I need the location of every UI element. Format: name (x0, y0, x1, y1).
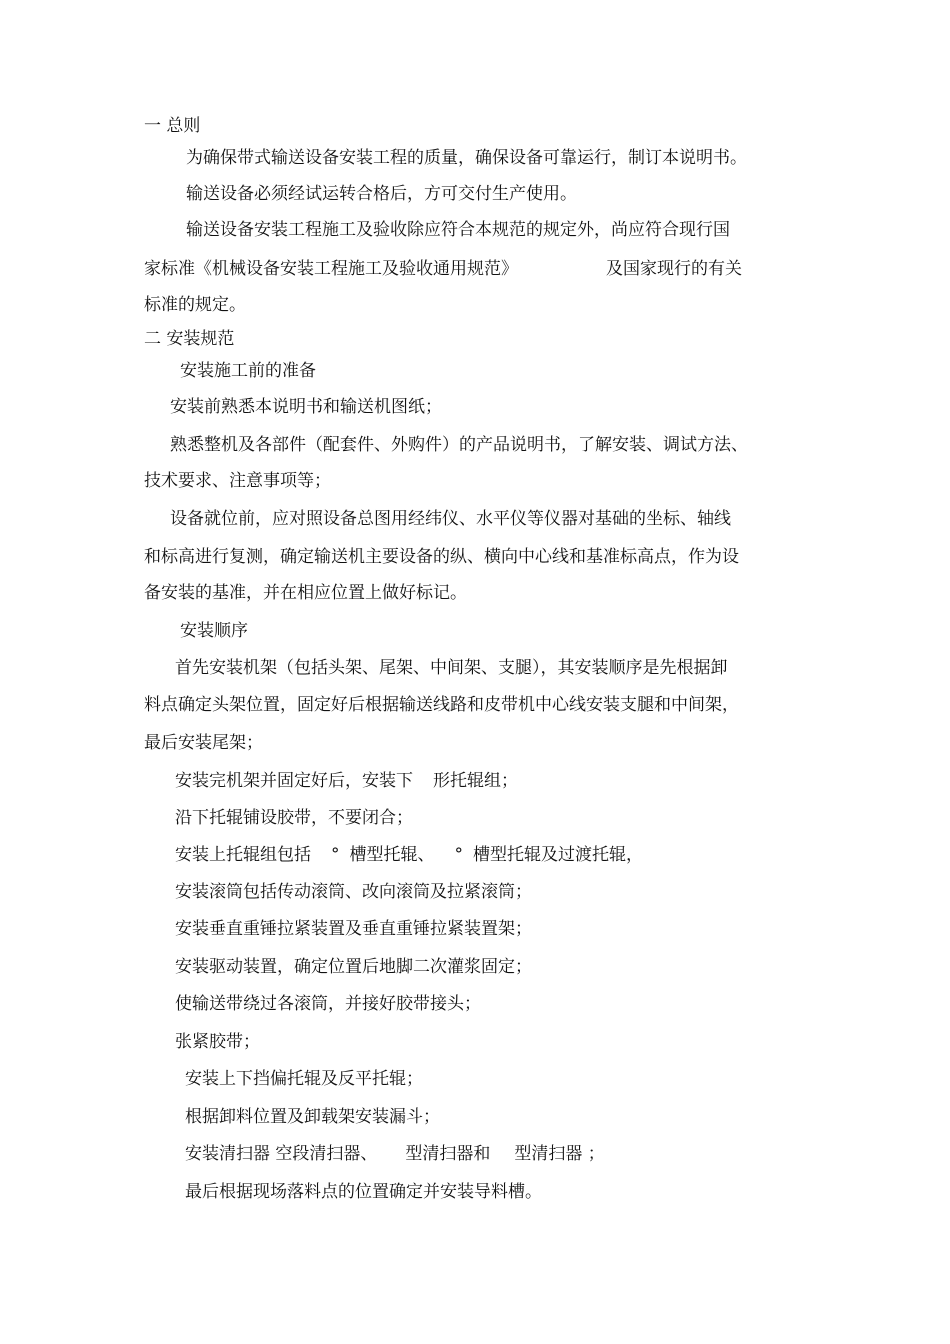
list-item: 熟悉整机及各部件（配套件、外购件）的产品说明书，了解安装、调试方法、 (170, 435, 748, 455)
paragraph: 输送设备必须经试运转合格后，方可交付生产使用。 (186, 184, 577, 204)
paragraph-line: 标准的规定。 (144, 295, 246, 315)
paragraph: 为确保带式输送设备安装工程的质量，确保设备可靠运行，制订本说明书。 (186, 148, 747, 168)
paragraph-line (144, 257, 742, 281)
list-item: 设备就位前，应对照设备总图用经纬仪、水平仪等仪器对基础的坐标、轴线 (170, 509, 731, 529)
list-item (175, 843, 643, 867)
list-item: 安装上下挡偏托辊及反平托辊； (185, 1069, 423, 1089)
list-item-text: 安装清扫器 空段清扫器、 (185, 1144, 378, 1164)
list-item: 张紧胶带； (175, 1032, 260, 1052)
list-item-continuation: 料点确定头架位置，固定好后根据输送线路和皮带机中心线安装支腿和中间架， (144, 695, 739, 715)
list-item-text: 型清扫器 ； (514, 1144, 605, 1164)
list-item: 安装驱动装置，确定位置后地脚二次灌浆固定； (175, 957, 532, 977)
list-item: 沿下托辊铺设胶带，不要闭合； (175, 808, 413, 828)
list-item: 安装滚筒包括传动滚筒、改向滚筒及拉紧滚筒； (175, 882, 532, 902)
list-item: 根据卸料位置及卸载架安装漏斗； (185, 1107, 440, 1127)
paragraph: 输送设备安装工程施工及验收除应符合本规范的规定外，尚应符合现行国 (186, 220, 730, 240)
list-item-text: 安装完机架并固定好后，安装下 (175, 771, 413, 791)
list-item-text: 槽型托辊、 (349, 845, 435, 865)
list-item (185, 1142, 605, 1166)
list-item-continuation: 和标高进行复测，确定输送机主要设备的纵、横向中心线和基准标高点，作为设 (144, 547, 739, 567)
list-item-text: 安装上托辊组包括 (175, 845, 311, 865)
paragraph-text: 家标准《机械设备安装工程施工及验收通用规范》 (144, 259, 518, 279)
list-item-text: 槽型托辊及过渡托辊， (473, 845, 643, 865)
list-item: 最后根据现场落料点的位置确定并安装导料槽。 (185, 1182, 542, 1202)
list-item (175, 769, 518, 793)
list-item-text: 形托辊组； (433, 771, 518, 791)
paragraph-text: 及国家现行的有关 (606, 259, 742, 279)
degree-symbol: ° (454, 845, 463, 865)
section-heading-general: 一 总则 (144, 116, 201, 136)
list-item-continuation: 技术要求、注意事项等； (144, 471, 331, 491)
list-item: 安装前熟悉本说明书和输送机图纸； (170, 397, 442, 417)
degree-symbol: ° (331, 845, 340, 865)
subsection-heading: 安装施工前的准备 (180, 361, 316, 381)
list-item: 首先安装机架（包括头架、尾架、中间架、支腿），其安装顺序是先根据卸 (175, 658, 728, 678)
list-item: 安装垂直重锤拉紧装置及垂直重锤拉紧装置架； (175, 919, 532, 939)
subsection-heading: 安装顺序 (180, 621, 248, 641)
list-item: 使输送带绕过各滚筒，并接好胶带接头； (175, 994, 481, 1014)
list-item-continuation: 备安装的基准，并在相应位置上做好标记。 (144, 583, 467, 603)
section-heading-installation: 二 安装规范 (144, 329, 235, 349)
list-item-continuation: 最后安装尾架； (144, 733, 263, 753)
list-item-text: 型清扫器和 (405, 1144, 491, 1164)
